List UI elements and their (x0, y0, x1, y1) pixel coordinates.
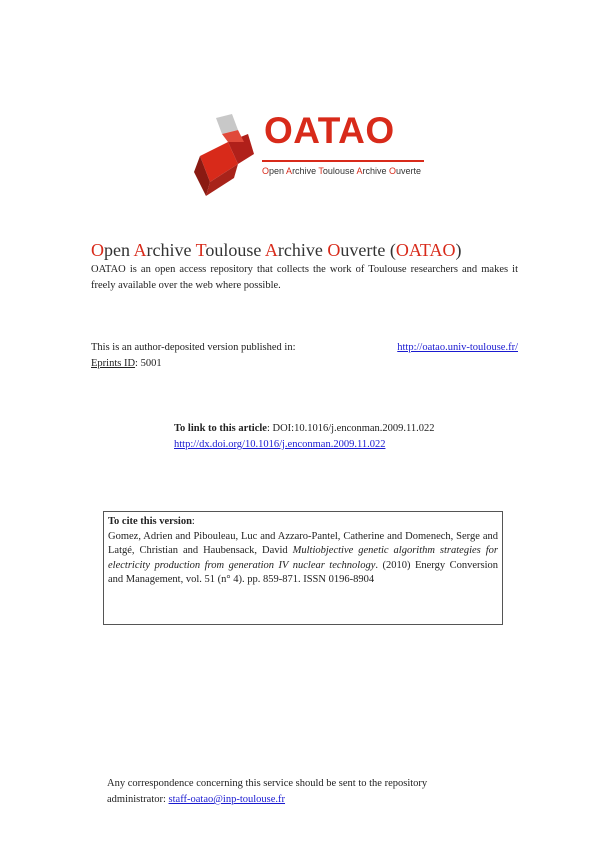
citation-box: To cite this version: Gomez, Adrien and Pibouleau, Luc and Azzaro-Pantel, Catherine and Domenech, Serge and Latgé, Christian and Haubensack, David Multiobjective genetic algorithm strategies for electricity production from generation IV nuclear technology. (2010) Energy Conversion and Management, vol. 51 (n° 4). pp. 859-871. ISSN 0196-8904 (103, 511, 503, 625)
article-link-label: To link to this article (174, 423, 267, 434)
citation-title: Multiobjective genetic algorithm strategies for electricity production from generation IV nuclear technology (108, 545, 498, 571)
citation-text: Gomez, Adrien and Pibouleau, Luc and Azzaro-Pantel, Catherine and Domenech, Serge and Latgé, Christian and Haubensack, David Multiobjective genetic algorithm strategies for electricity production from generation IV nuclear technology. (2010) Energy Conversion and Management, vol. 51 (n° 4). pp. 859-871. ISSN 0196-8904 (108, 530, 498, 585)
admin-email-link[interactable]: staff-oatao@inp-toulouse.fr (168, 794, 286, 805)
citation-label: To cite this version (108, 516, 192, 527)
article-doi: : DOI:10.1016/j.enconman.2009.11.022 (266, 423, 435, 434)
repository-link[interactable]: http://oatao.univ-toulouse.fr/ (397, 342, 518, 353)
deposit-text: This is an author-deposited version published in: (91, 342, 296, 353)
logo-underline (262, 160, 424, 162)
page-title: Open Archive Toulouse Archive Ouverte (OATAO) (91, 240, 462, 260)
article-link-block (174, 421, 435, 453)
deposit-info: This is an author-deposited version published in: http://oatao.univ-toulouse.fr/ Eprints ID: 5001 (91, 342, 518, 369)
oatao-logo (188, 112, 428, 202)
logo-wordmark: OATAO (264, 110, 395, 151)
eprints-label: Eprints ID (91, 358, 136, 369)
cube-logo-icon (188, 112, 268, 202)
eprints-id: 5001 (140, 358, 162, 369)
doi-link[interactable]: http://dx.doi.org/10.1016/j.enconman.2009.11.022 (174, 439, 386, 450)
logo-tagline: Open Archive Toulouse Archive Ouverte (262, 166, 422, 176)
correspondence-note: Any correspondence concerning this service should be sent to the repository administrator: staff-oatao@inp-toulouse.fr (107, 778, 428, 805)
repository-description: OATAO is an open access repository that collects the work of Toulouse researchers and makes it freely available over the web where possible. (91, 264, 518, 291)
